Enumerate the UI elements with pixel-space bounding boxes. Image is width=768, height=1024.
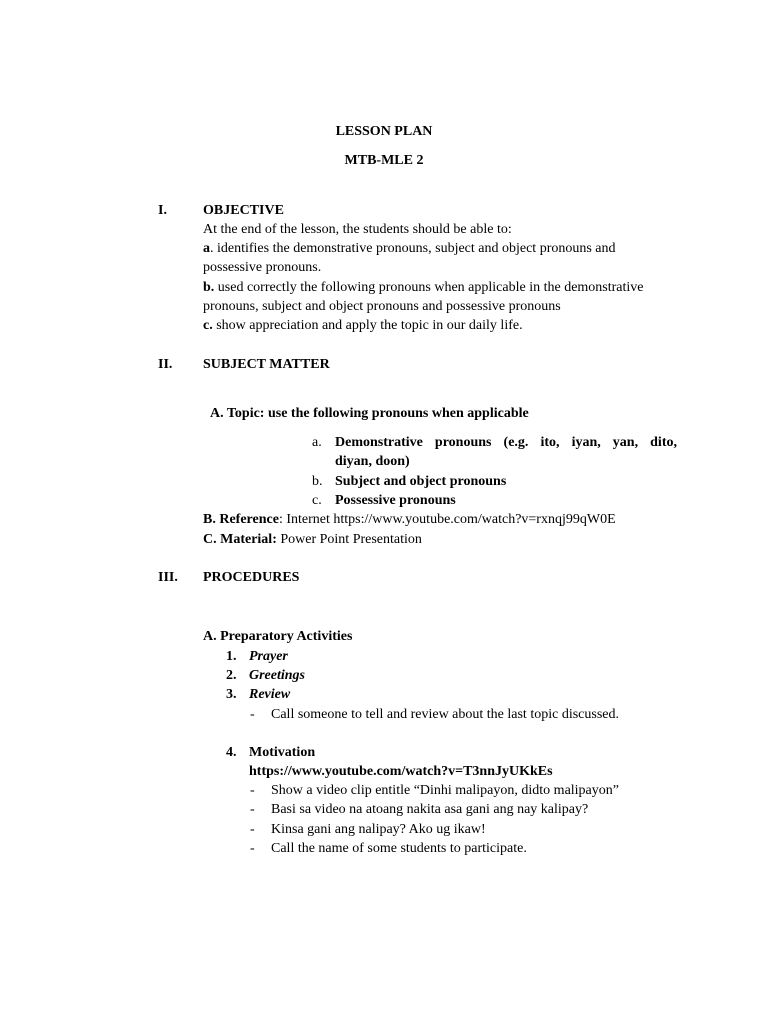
step-1-number: 1. [226,649,237,664]
objective-a-text: . identifies the demonstrative pronouns, subject and object pronouns and [210,241,616,256]
reference-text: : Internet https://www.youtube.com/watch?v=rxnqj99qW0E [278,512,616,527]
topic-item-a-marker: a. [312,435,322,450]
section-numeral-1: I. [158,203,167,218]
material-label: C. Material: [203,532,277,547]
objective-a-line2: possessive pronouns. [203,260,322,275]
objective-c-line1 [203,316,523,335]
objective-b-text: used correctly the following pronouns when applicable in the demonstrative [214,280,644,295]
review-bullet-dash: - [250,707,255,722]
section-numeral-2: II. [158,357,173,372]
motivation-label: Motivation [249,745,316,760]
reference-label: B. Reference [203,512,279,527]
motivation-bullet-dash: - [250,822,255,837]
step-4-number: 4. [226,745,237,760]
reference-line [203,510,616,529]
objective-a-line1 [203,239,616,258]
step-1-label: Prayer [249,649,288,664]
topic-line: A. Topic: use the following pronouns when applicable [210,406,529,421]
step-3-number: 3. [226,687,237,702]
material-text: Power Point Presentation [276,532,422,547]
preparatory-activities-heading: A. Preparatory Activities [203,629,353,644]
step-3-label: Review [249,687,291,702]
objective-c-text: show appreciation and apply the topic in our daily life. [212,318,523,333]
topic-item-b-marker: b. [312,474,323,489]
motivation-bullet-1: Show a video clip entitle “Dinhi malipayon, didto malipayon” [271,783,619,798]
objective-intro: At the end of the lesson, the students should be able to: [203,222,512,237]
objective-heading: OBJECTIVE [203,203,284,218]
objective-b-line1 [203,278,644,297]
objective-c-label: c. [203,318,213,333]
subject-matter-heading: SUBJECT MATTER [203,357,330,372]
step-2-label: Greetings [249,668,305,683]
section-numeral-3: III. [158,570,178,585]
topic-item-c-marker: c. [312,493,322,508]
step-2-number: 2. [226,668,237,683]
motivation-url: https://www.youtube.com/watch?v=T3nnJyUKkEs [249,764,553,779]
objective-a-label: a [203,241,210,256]
topic-item-c-line1: Possessive pronouns [335,493,456,508]
motivation-bullet-dash: - [250,841,255,856]
topic-item-b-line1: Subject and object pronouns [335,474,507,489]
objective-b-label: b. [203,280,215,295]
document-subject: MTB-MLE 2 [344,153,424,168]
procedures-heading: PROCEDURES [203,570,300,585]
motivation-bullet-2: Basi sa video na atoang nakita asa gani ang nay kalipay? [271,802,589,817]
motivation-bullet-3: Kinsa gani ang nalipay? Ako ug ikaw! [271,822,486,837]
review-bullet-text: Call someone to tell and review about the last topic discussed. [271,707,619,722]
motivation-bullet-dash: - [250,783,255,798]
objective-b-line2: pronouns, subject and object pronouns and possessive pronouns [203,299,561,314]
motivation-bullet-dash: - [250,802,255,817]
document-title: LESSON PLAN [335,124,433,139]
material-line [203,530,422,549]
motivation-bullet-4: Call the name of some students to participate. [271,841,527,856]
topic-item-a-line1: Demonstrative pronouns (e.g. ito, iyan, yan, dito, [335,435,677,450]
topic-item-a-line2: diyan, doon) [335,454,410,469]
